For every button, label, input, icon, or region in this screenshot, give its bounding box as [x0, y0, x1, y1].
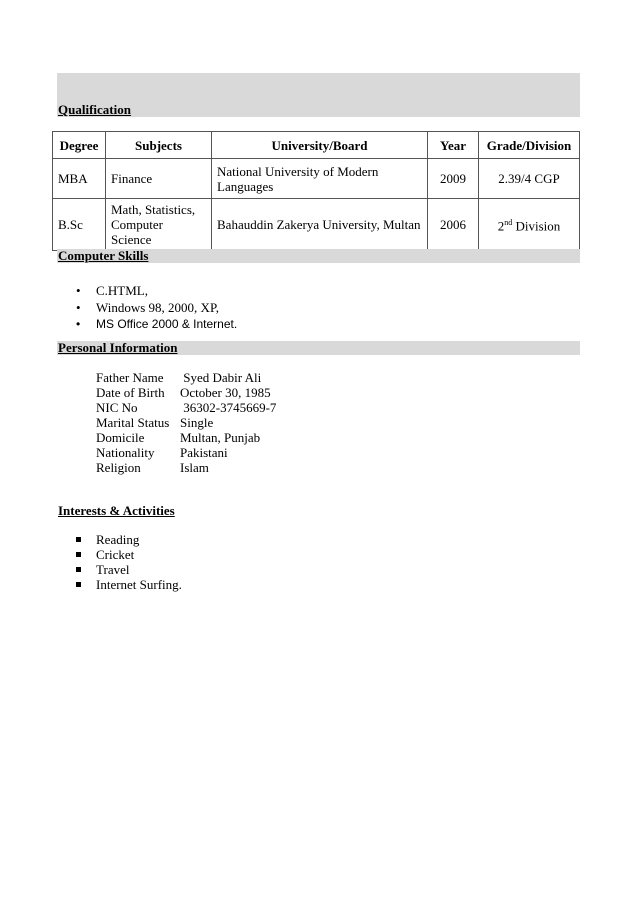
computer-skills-list	[57, 282, 237, 333]
info-value: 36302-3745669-7	[180, 400, 277, 415]
info-row	[96, 385, 276, 400]
column-header: Year	[428, 132, 479, 159]
grade-cell: 2.39/4 CGP	[479, 159, 580, 199]
table-header-row	[53, 132, 580, 159]
subjects-cell: Math, Statistics, Computer Science	[106, 199, 212, 251]
subjects-cell: Finance	[106, 159, 212, 199]
list-item: • MS Office 2000 & Internet.	[96, 316, 237, 333]
list-item: Travel	[96, 562, 182, 577]
info-row	[96, 430, 276, 445]
info-value: Single	[180, 415, 214, 430]
info-value: October 30, 1985	[180, 385, 271, 400]
column-header: Subjects	[106, 132, 212, 159]
info-label: NIC No	[96, 400, 138, 415]
info-value: Pakistani	[180, 445, 228, 460]
info-label: Religion	[96, 460, 141, 475]
list-item: Cricket	[96, 547, 182, 562]
info-value: Multan, Punjab	[180, 430, 261, 445]
personal-info-list	[96, 370, 276, 475]
qualification-band	[57, 73, 580, 117]
grade-cell	[479, 199, 580, 251]
computer-skills-heading: Computer Skills	[58, 248, 149, 263]
info-label: Father Name	[96, 370, 164, 385]
info-label: Date of Birth	[96, 385, 165, 400]
list-item: Internet Surfing.	[96, 577, 182, 592]
info-label: Nationality	[96, 445, 155, 460]
column-header: University/Board	[212, 132, 428, 159]
interests-list	[57, 532, 182, 592]
grade-ordinal: nd	[504, 218, 513, 228]
info-value: Syed Dabir Ali	[180, 370, 262, 385]
university-cell: National University of Modern Languages	[212, 159, 428, 199]
info-label: Marital Status	[96, 415, 170, 430]
year-cell: 2009	[428, 159, 479, 199]
table-row	[53, 199, 580, 251]
grade-number: 2	[497, 218, 505, 234]
table-row	[53, 159, 580, 199]
info-value: Islam	[180, 460, 209, 475]
info-row	[96, 445, 276, 460]
info-row	[96, 460, 276, 475]
qualification-table	[52, 131, 580, 251]
info-label: Domicile	[96, 430, 145, 445]
personal-info-heading: Personal Information	[58, 340, 178, 355]
list-item: • Windows 98, 2000, XP,	[96, 299, 237, 316]
info-row	[96, 370, 276, 385]
year-cell: 2006	[428, 199, 479, 251]
degree-cell: MBA	[53, 159, 106, 199]
degree-cell: B.Sc	[53, 199, 106, 251]
university-cell: Bahauddin Zakerya University, Multan	[212, 199, 428, 251]
info-row	[96, 400, 276, 415]
interests-heading: Interests & Activities	[58, 503, 175, 518]
qualification-heading: Qualification	[58, 102, 131, 117]
info-row	[96, 415, 276, 430]
list-item: Reading	[96, 532, 182, 547]
list-item: • C.HTML,	[96, 282, 237, 299]
column-header: Degree	[53, 132, 106, 159]
grade-text: Division	[512, 218, 561, 234]
column-header: Grade/Division	[479, 132, 580, 159]
